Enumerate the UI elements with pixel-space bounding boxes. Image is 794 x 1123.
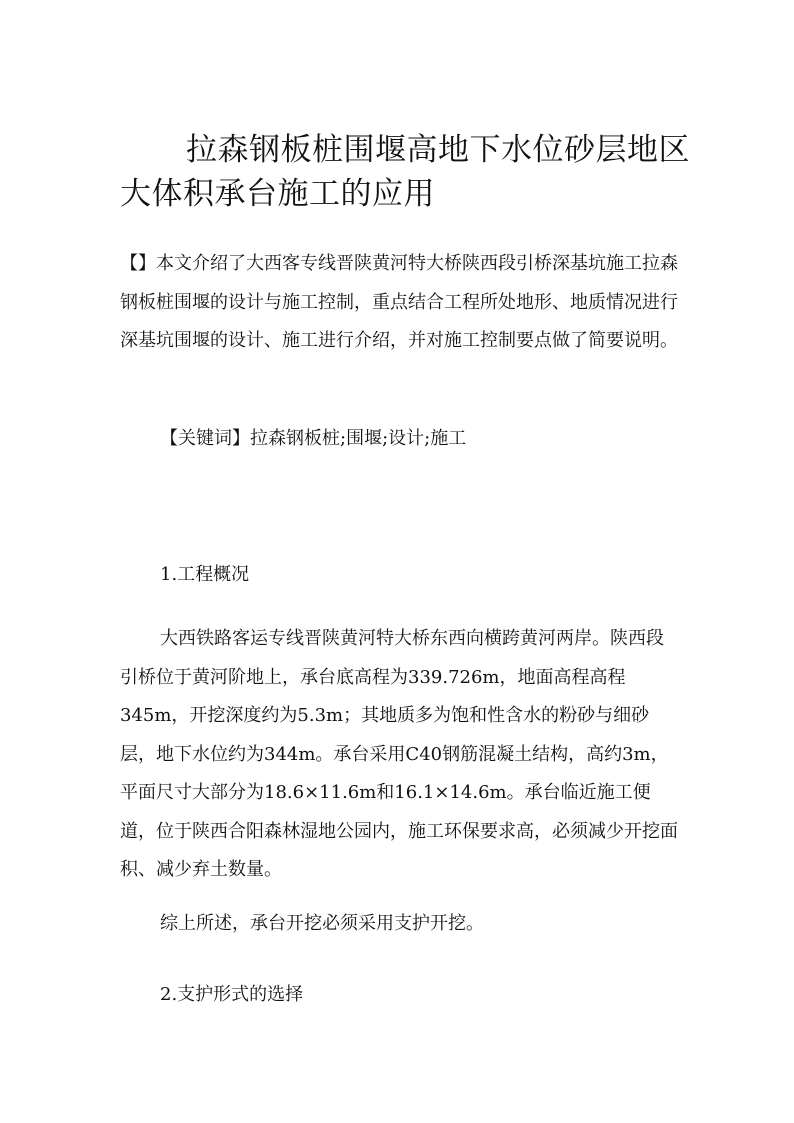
title-text: 拉森钢板桩围堰高地下水位砂层地区大体积承台施工的应用 — [120, 132, 690, 212]
document-title — [120, 128, 690, 216]
abstract-paragraph: 【】本文介绍了大西客专线晋陕黄河特大桥陕西段引桥深基坑施工拉森钢板桩围堰的设计与施工控制，重点结合工程所处地形、地质情况进行深基坑围堰的设计、施工进行介绍，并对施工控制要点做了简要说明。 — [120, 253, 678, 351]
keywords-line: 【关键词】拉森钢板桩;围堰;设计;施工 — [160, 428, 467, 449]
section-heading-1: 1.工程概况 — [160, 564, 250, 585]
section-heading-2: 2.支护形式的选择 — [160, 984, 304, 1005]
section1-summary: 综上所述，承台开挖必须采用支护开挖。 — [160, 913, 484, 934]
section1-paragraph: 大西铁路客运专线晋陕黄河特大桥东西向横跨黄河两岸。陕西段引桥位于黄河阶地上，承台底高程为339.726m，地面高程高程345m，开挖深度约为5.3m；其地质多为饱和性含水的粉砂与细砂层，地下水位约为344m。承台采用C40钢筋混凝土结构，高约3m，平面尺寸大部分为18.6×11.6m和16.1×14.6m。承台临近施工便道，位于陕西合阳森林湿地公园内，施工环保要求高，必须减少开挖面积、减少弃土数量。 — [120, 628, 678, 880]
